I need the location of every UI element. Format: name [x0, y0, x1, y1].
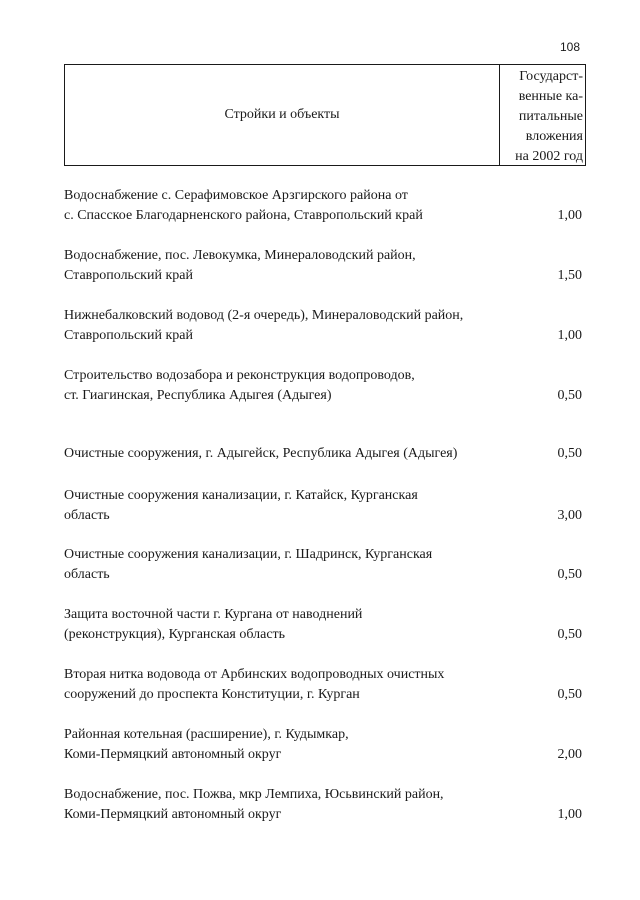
row-investment-value: 2,00: [557, 747, 582, 762]
table-row: [64, 785, 582, 825]
row-investment-value: 3,00: [557, 508, 582, 523]
row-text-line: Ставропольский край: [64, 268, 193, 283]
table-row: [64, 366, 582, 406]
table-row: [64, 725, 582, 765]
header-investment-line: на 2002 год: [515, 149, 583, 164]
header-objects-column: [65, 65, 499, 165]
row-text-line: (реконструкция), Курганская область: [64, 627, 286, 642]
row-object-name: [64, 306, 494, 346]
row-text-line: Нижнебалковский водовод (2-я очередь), Минераловодский район,: [64, 308, 464, 323]
row-object-name: [64, 545, 494, 585]
row-text-line: Районная котельная (расширение), г. Кудымкар,: [64, 727, 349, 742]
page-number: 108: [559, 40, 580, 54]
table-row: [64, 246, 582, 286]
row-investment-value: 1,50: [557, 268, 582, 283]
header-objects-label: Стройки и объекты: [224, 107, 340, 122]
row-text-line: Ставропольский край: [64, 328, 193, 343]
header-investment-line: питальные: [518, 109, 583, 124]
row-text-line: область: [64, 508, 110, 523]
table-row: [64, 605, 582, 645]
table-row: [64, 545, 582, 585]
row-object-name: [64, 605, 494, 645]
row-text-line: область: [64, 567, 110, 582]
row-investment-value: 0,50: [557, 687, 582, 702]
row-text-line: Защита восточной части г. Кургана от наводнений: [64, 607, 363, 622]
header-investment-column: [499, 65, 585, 165]
row-object-name: [64, 366, 494, 406]
row-object-name: [64, 444, 494, 464]
row-text-line: Очистные сооружения, г. Адыгейск, Республика Адыгея (Адыгея): [64, 446, 458, 461]
row-text-line: Коми-Пермяцкий автономный округ: [64, 747, 282, 762]
row-object-name: [64, 785, 494, 825]
row-text-line: Очистные сооружения канализации, г. Катайск, Курганская: [64, 488, 418, 503]
row-object-name: [64, 725, 494, 765]
table-row: [64, 444, 582, 484]
row-object-name: [64, 486, 494, 526]
row-object-name: [64, 186, 494, 226]
header-investment-line: вложения: [525, 129, 583, 144]
row-investment-value: 0,50: [557, 567, 582, 582]
table-row: [64, 665, 582, 705]
row-investment-value: 0,50: [557, 388, 582, 403]
row-text-line: сооружений до проспекта Конституции, г. Курган: [64, 687, 360, 702]
row-text-line: Строительство водозабора и реконструкция водопроводов,: [64, 368, 415, 383]
row-text-line: Вторая нитка водовода от Арбинских водопроводных очистных: [64, 667, 445, 682]
row-object-name: [64, 246, 494, 286]
table-row: [64, 486, 582, 526]
row-investment-value: 0,50: [557, 446, 582, 461]
table-header: [64, 64, 586, 166]
row-text-line: Водоснабжение, пос. Пожва, мкр Лемпиха, Юсьвинский район,: [64, 787, 444, 802]
row-text-line: Водоснабжение с. Серафимовское Арзгирского района от: [64, 188, 408, 203]
table-row: [64, 186, 582, 226]
header-investment-line: Государст-: [519, 69, 583, 84]
row-object-name: [64, 665, 494, 705]
table-row: [64, 306, 582, 346]
header-investment-line: венные ка-: [518, 89, 583, 104]
row-text-line: ст. Гиагинская, Республика Адыгея (Адыгея): [64, 388, 332, 403]
row-text-line: Коми-Пермяцкий автономный округ: [64, 807, 282, 822]
row-text-line: с. Спасское Благодарненского района, Ставропольский край: [64, 208, 423, 223]
row-investment-value: 1,00: [557, 328, 582, 343]
row-investment-value: 0,50: [557, 627, 582, 642]
row-investment-value: 1,00: [557, 208, 582, 223]
row-text-line: Водоснабжение, пос. Левокумка, Минераловодский район,: [64, 248, 416, 263]
row-investment-value: 1,00: [557, 807, 582, 822]
row-text-line: Очистные сооружения канализации, г. Шадринск, Курганская: [64, 547, 433, 562]
